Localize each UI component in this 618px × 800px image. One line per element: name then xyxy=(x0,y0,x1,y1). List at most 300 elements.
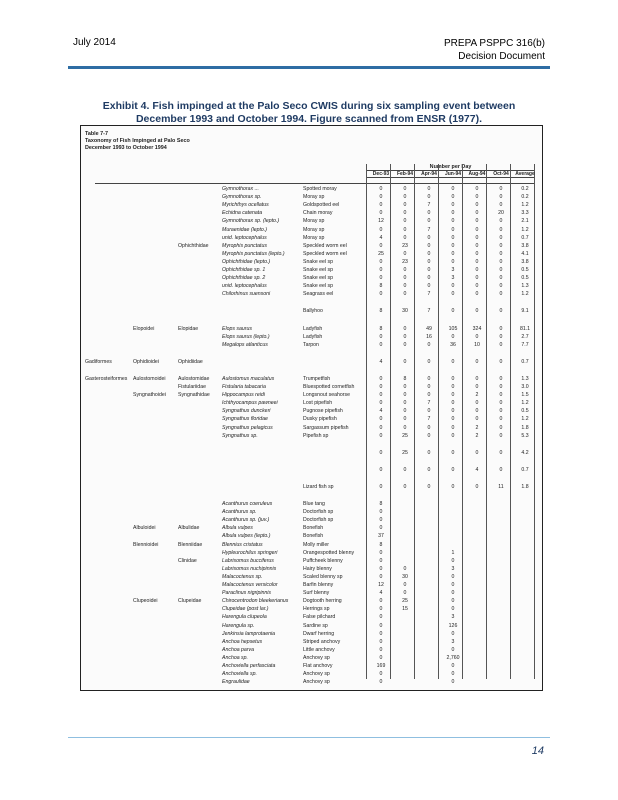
common-name-cell: Dwarf herring xyxy=(303,630,335,637)
table-title-line3: December 1993 to October 1994 xyxy=(85,145,167,151)
value-cell: 0 xyxy=(475,416,479,423)
value-cell: 7 xyxy=(427,400,431,407)
species-cell: Elops saurus (lepto.) xyxy=(222,333,270,340)
value-cell: 30 xyxy=(402,573,408,580)
common-name-cell: Moray sp xyxy=(303,234,325,241)
species-cell: Malacoctenus sp. xyxy=(222,573,263,580)
value-cell: 0 xyxy=(403,325,407,332)
value-cell: 0 xyxy=(379,671,383,678)
species-cell: Myrophis punctatus xyxy=(222,242,267,249)
value-cell: 0 xyxy=(475,408,479,415)
value-cell: 7 xyxy=(427,308,431,315)
suborder-cell: Aulostomoidei xyxy=(133,375,166,382)
value-cell: 0 xyxy=(451,218,455,225)
value-cell: 0 xyxy=(499,384,503,390)
species-cell: Malacoctenus versicolor xyxy=(222,582,278,588)
common-name-cell: Snake eel sp xyxy=(303,275,333,282)
species-cell: Syngnathus dunckeri xyxy=(222,408,271,415)
common-name-cell: Bonefish xyxy=(303,533,324,540)
value-cell: 4 xyxy=(379,234,383,241)
species-cell: unid. leptocephalus xyxy=(222,283,267,290)
table-row xyxy=(81,558,543,565)
value-cell: 16 xyxy=(426,333,432,340)
value-cell: 3.8 xyxy=(521,242,529,249)
common-name-cell: Barfin blenny xyxy=(303,582,334,588)
value-cell: 2 xyxy=(475,424,479,431)
value-cell: 0 xyxy=(451,333,455,340)
value-cell: 0 xyxy=(499,291,503,298)
value-cell: 5.3 xyxy=(521,432,529,439)
value-cell: 4 xyxy=(379,590,383,597)
value-cell: 3 xyxy=(451,565,455,572)
value-cell: 0 xyxy=(379,267,383,273)
value-cell: 0 xyxy=(475,400,479,407)
species-cell: Albula vulpes (lepto.) xyxy=(222,533,271,540)
common-name-cell: Spotted moray xyxy=(303,186,337,192)
value-cell: 4 xyxy=(379,408,383,415)
value-cell: 81.1 xyxy=(519,325,531,332)
value-cell: 0 xyxy=(403,582,407,588)
value-cell: 0 xyxy=(379,646,383,653)
species-cell: Ophichthidae sp. 1 xyxy=(222,267,266,273)
table-row xyxy=(81,550,543,557)
species-cell: Ichthyocampus pawneei xyxy=(222,400,278,407)
value-cell: 0 xyxy=(379,483,383,490)
table-row xyxy=(81,359,543,366)
table-row xyxy=(81,574,543,581)
value-cell: 8 xyxy=(403,375,407,382)
value-cell: 1.8 xyxy=(521,424,529,431)
scanned-table-figure xyxy=(80,125,543,691)
value-cell: 8 xyxy=(379,325,383,332)
species-cell: Syngnathus floridae xyxy=(222,416,268,423)
common-name-cell: Ballyhoo xyxy=(303,308,323,315)
value-cell: 0 xyxy=(499,258,503,265)
value-cell: 0.7 xyxy=(521,466,529,473)
value-cell: 0 xyxy=(379,416,383,423)
species-cell: Acanthurus sp. (juv.) xyxy=(222,517,270,524)
species-cell: Fistularia tabacaria xyxy=(222,384,266,390)
value-cell: 0 xyxy=(379,638,383,645)
value-cell: 0.7 xyxy=(521,358,529,365)
value-cell: 0 xyxy=(451,630,455,637)
table-row xyxy=(81,408,543,415)
species-cell: Gymnothorax sp. (lepto.) xyxy=(222,218,280,225)
value-cell: 1.2 xyxy=(521,400,529,407)
common-name-cell: Snake eel sp xyxy=(303,267,333,273)
table-row xyxy=(81,598,543,605)
value-cell: 0 xyxy=(451,384,455,390)
table-row xyxy=(81,210,543,217)
order-cell: Gadiformes xyxy=(85,358,112,365)
value-cell: 0 xyxy=(427,466,431,473)
species-cell: unid. leptocephalus xyxy=(222,234,267,241)
common-name-cell: Bluespotted cornetfish xyxy=(303,384,355,390)
value-cell: 0 xyxy=(403,283,407,290)
table-row xyxy=(81,614,543,621)
table-row xyxy=(81,400,543,407)
species-cell: Hippocampus reidi xyxy=(222,392,265,399)
value-cell: 0 xyxy=(451,358,455,365)
value-cell: 0 xyxy=(475,218,479,225)
value-cell: 0 xyxy=(379,291,383,298)
species-cell: Chilorhinus suensoni xyxy=(222,291,271,298)
table-row xyxy=(81,590,543,597)
value-cell: 0 xyxy=(403,341,407,348)
table-row xyxy=(81,517,543,524)
value-cell: 0 xyxy=(451,671,455,678)
common-name-cell: Goldspotted eel xyxy=(303,202,340,209)
value-cell: 0 xyxy=(499,408,503,415)
value-cell: 0 xyxy=(475,449,479,456)
family-cell: Clinidae xyxy=(178,557,197,564)
family-cell: Elopidae xyxy=(178,325,199,332)
value-cell: 0 xyxy=(499,234,503,241)
family-cell: Ophichthidae xyxy=(178,242,209,249)
value-cell: 0 xyxy=(403,384,407,390)
value-cell: 12 xyxy=(378,582,384,588)
value-cell: 0.5 xyxy=(521,267,529,273)
value-cell: 0 xyxy=(499,267,503,273)
table-row xyxy=(81,376,543,383)
value-cell: 0 xyxy=(403,424,407,431)
table-row xyxy=(81,566,543,573)
value-cell: 0 xyxy=(451,483,455,490)
species-cell: Anchoa hepsetus xyxy=(222,638,263,645)
table-title xyxy=(85,131,190,152)
table-row xyxy=(81,679,543,686)
value-cell: 7.7 xyxy=(521,341,529,348)
value-cell: 0 xyxy=(379,202,383,209)
value-cell: 0 xyxy=(427,358,431,365)
value-cell: 0 xyxy=(451,646,455,653)
value-cell: 0 xyxy=(379,598,383,605)
value-cell: 25 xyxy=(378,250,384,257)
value-cell: 0 xyxy=(379,392,383,399)
value-cell: 0 xyxy=(475,194,479,201)
common-name-cell: Anchovy sp xyxy=(303,654,330,661)
value-cell: 0 xyxy=(379,375,383,382)
table-row xyxy=(81,433,543,440)
species-cell: Paraclinus nigripinnis xyxy=(222,590,272,597)
common-name-cell: Snake eel sp xyxy=(303,283,333,290)
value-cell: 0 xyxy=(475,291,479,298)
value-cell: 0 xyxy=(403,218,407,225)
common-name-cell: Sardine sp xyxy=(303,622,328,629)
month-header: Dec-93 xyxy=(372,171,390,177)
value-cell: 0 xyxy=(499,449,503,456)
month-header: Jun-94 xyxy=(444,171,462,177)
value-cell: 30 xyxy=(402,308,408,315)
value-cell: 0 xyxy=(427,242,431,249)
common-name-cell: Pipefish sp xyxy=(303,432,329,439)
value-cell: 0 xyxy=(379,275,383,282)
common-name-cell: Striped anchovy xyxy=(303,638,341,645)
species-cell: Aulostomus maculatus xyxy=(222,375,275,382)
family-cell: Blenniidae xyxy=(178,541,203,548)
value-cell: 0 xyxy=(499,400,503,407)
species-cell: Harengula clupeola xyxy=(222,614,267,621)
value-cell: 0 xyxy=(427,375,431,382)
value-cell: 25 xyxy=(402,449,408,456)
exhibit-caption: Exhibit 4. Fish impinged at the Palo Seco CWIS during six sampling event between December 1993 and October 1994. Figure scanned from ENSR (1977). xyxy=(102,100,516,125)
value-cell: 0 xyxy=(499,242,503,249)
value-cell: 1.3 xyxy=(521,283,529,290)
table-row xyxy=(81,218,543,225)
table-row xyxy=(81,392,543,399)
value-cell: 0 xyxy=(403,358,407,365)
value-cell: 0 xyxy=(499,194,503,201)
table-row xyxy=(81,227,543,234)
value-cell: 1.8 xyxy=(521,483,529,490)
value-cell: 0 xyxy=(451,375,455,382)
table-row xyxy=(81,639,543,646)
value-cell: 0 xyxy=(379,549,383,556)
table-row xyxy=(81,202,543,209)
value-cell: 0 xyxy=(499,424,503,431)
value-cell: 0 xyxy=(499,218,503,225)
value-cell: 0 xyxy=(379,242,383,249)
value-cell: 0 xyxy=(499,226,503,233)
value-cell: 0 xyxy=(475,483,479,490)
value-cell: 0 xyxy=(475,234,479,241)
value-cell: 0 xyxy=(379,400,383,407)
value-cell: 1.2 xyxy=(521,291,529,298)
common-name-cell: Herrings sp xyxy=(303,606,330,613)
value-cell: 49 xyxy=(426,325,432,332)
value-cell: 0 xyxy=(475,375,479,382)
table-row xyxy=(81,606,543,613)
value-cell: 0 xyxy=(403,483,407,490)
value-cell: 7 xyxy=(427,202,431,209)
species-cell: Labrisomus nuchipinnis xyxy=(222,565,277,572)
value-cell: 0 xyxy=(379,466,383,473)
footer-rule xyxy=(68,737,550,738)
value-cell: 0 xyxy=(427,234,431,241)
value-cell: 0 xyxy=(451,242,455,249)
value-cell: 0 xyxy=(451,663,455,669)
value-cell: 8 xyxy=(379,501,383,507)
value-cell: 0 xyxy=(451,283,455,290)
value-cell: 4.1 xyxy=(521,250,529,257)
value-cell: 0 xyxy=(451,210,455,217)
table-row xyxy=(81,533,543,540)
value-cell: 0 xyxy=(475,210,479,217)
value-cell: 0 xyxy=(403,226,407,233)
common-name-cell: Dogtooth herring xyxy=(303,598,342,605)
table-row xyxy=(81,542,543,549)
value-cell: 0 xyxy=(403,194,407,201)
table-row xyxy=(81,484,543,491)
value-cell: 0 xyxy=(427,392,431,399)
value-cell: 15 xyxy=(402,606,408,613)
value-cell: 126 xyxy=(448,622,458,629)
value-cell: 3.8 xyxy=(521,258,529,265)
header-doc-line2: Decision Document xyxy=(458,51,545,62)
value-cell: 0 xyxy=(403,590,407,597)
value-cell: 0 xyxy=(379,679,383,686)
table-row xyxy=(81,425,543,432)
species-cell: Anchoa sp. xyxy=(222,654,248,661)
value-cell: 0 xyxy=(379,449,383,456)
value-cell: 3.3 xyxy=(521,210,529,217)
value-cell: 0 xyxy=(499,325,503,332)
species-cell: Syngnathus sp. xyxy=(222,432,258,439)
value-cell: 7 xyxy=(427,226,431,233)
value-cell: 0 xyxy=(403,416,407,423)
value-cell: 0 xyxy=(379,333,383,340)
species-cell: Myrophis punctatus (lepto.) xyxy=(222,250,285,257)
value-cell: 0 xyxy=(379,606,383,613)
value-cell: 0 xyxy=(451,408,455,415)
value-cell: 0 xyxy=(379,384,383,390)
value-cell: 0 xyxy=(379,622,383,629)
value-cell: 0 xyxy=(379,258,383,265)
value-cell: 0 xyxy=(451,416,455,423)
value-cell: 0 xyxy=(451,590,455,597)
value-cell: 7 xyxy=(427,291,431,298)
value-cell: 0 xyxy=(403,400,407,407)
table-row xyxy=(81,384,543,391)
species-cell: Syngnathus pelagicus xyxy=(222,424,273,431)
value-cell: 0 xyxy=(451,598,455,605)
species-cell: Anchoviella sp. xyxy=(222,671,257,678)
family-cell: Albulidae xyxy=(178,525,200,532)
species-cell: Megalops atlanticus xyxy=(222,341,268,348)
table-title-line2: Taxonomy of Fish Impinged at Palo Seco xyxy=(85,138,190,144)
value-cell: 0 xyxy=(475,283,479,290)
common-name-cell: Moray sp xyxy=(303,194,325,201)
common-name-cell: Pugnose pipefish xyxy=(303,408,343,415)
common-name-cell: Sargassum pipefish xyxy=(303,424,349,431)
table-row xyxy=(81,186,543,193)
value-cell: 2 xyxy=(475,392,479,399)
value-cell: 0 xyxy=(403,202,407,209)
value-cell: 0 xyxy=(451,466,455,473)
table-row xyxy=(81,251,543,258)
value-cell: 0 xyxy=(451,392,455,399)
value-cell: 0 xyxy=(403,408,407,415)
value-cell: 0 xyxy=(475,250,479,257)
common-name-cell: Dusky pipefish xyxy=(303,416,337,423)
value-cell: 3.0 xyxy=(521,384,529,390)
value-cell: 0 xyxy=(427,483,431,490)
common-name-cell: Moray sp xyxy=(303,226,325,233)
value-cell: 0 xyxy=(427,408,431,415)
value-cell: 12 xyxy=(378,218,384,225)
species-cell: Acanthurus sp. xyxy=(222,509,257,516)
value-cell: 0 xyxy=(379,573,383,580)
table-row xyxy=(81,631,543,638)
common-name-cell: Flat anchovy xyxy=(303,663,333,669)
value-cell: 0 xyxy=(451,432,455,439)
table-row xyxy=(81,450,543,457)
value-cell: 23 xyxy=(402,258,408,265)
table-row xyxy=(81,308,543,315)
value-cell: 0 xyxy=(451,308,455,315)
value-cell: 0 xyxy=(475,186,479,192)
value-cell: 0.2 xyxy=(521,194,529,201)
value-cell: 0 xyxy=(427,210,431,217)
header-rule xyxy=(68,66,550,69)
common-name-cell: Ladyfish xyxy=(303,325,323,332)
value-cell: 0 xyxy=(403,333,407,340)
value-cell: 0 xyxy=(499,250,503,257)
value-cell: 0 xyxy=(499,275,503,282)
value-cell: 0 xyxy=(403,275,407,282)
table-row xyxy=(81,235,543,242)
value-cell: 324 xyxy=(472,325,482,332)
table-row xyxy=(81,501,543,508)
table-row xyxy=(81,259,543,266)
month-header: Oct-94 xyxy=(493,171,509,177)
value-cell: 0 xyxy=(475,384,479,390)
value-cell: 0 xyxy=(451,186,455,192)
value-cell: 0 xyxy=(379,210,383,217)
common-name-cell: Orangespotted blenny xyxy=(303,549,355,556)
value-cell: 36 xyxy=(450,341,456,348)
value-cell: 0 xyxy=(499,358,503,365)
value-cell: 0 xyxy=(451,250,455,257)
value-cell: 0 xyxy=(427,341,431,348)
value-cell: 0 xyxy=(499,432,503,439)
value-cell: 3 xyxy=(451,614,455,621)
value-cell: 0 xyxy=(475,267,479,273)
species-cell: Myrichthys ocellatus xyxy=(222,202,269,209)
table-row xyxy=(81,326,543,333)
order-cell: Gasterosteiformes xyxy=(85,375,128,382)
family-cell: Clupeidae xyxy=(178,598,202,605)
value-cell: 0 xyxy=(427,267,431,273)
table-row xyxy=(81,283,543,290)
common-name-cell: Anchovy sp xyxy=(303,671,330,678)
value-cell: 0 xyxy=(499,416,503,423)
value-cell: 0 xyxy=(475,308,479,315)
value-cell: 0 xyxy=(379,226,383,233)
suborder-cell: Ophidioidei xyxy=(133,358,159,365)
value-cell: 0 xyxy=(403,234,407,241)
value-cell: 23 xyxy=(402,242,408,249)
value-cell: 3 xyxy=(451,275,455,282)
value-cell: 0.2 xyxy=(521,186,529,192)
table-row xyxy=(81,291,543,298)
table-row xyxy=(81,467,543,474)
table-row xyxy=(81,342,543,349)
table-row xyxy=(81,334,543,341)
value-cell: 0 xyxy=(451,557,455,564)
common-name-cell: Lizard fish sp xyxy=(303,483,334,490)
suborder-cell: Syngnathoidei xyxy=(133,392,166,399)
value-cell: 0 xyxy=(403,291,407,298)
header-date: July 2014 xyxy=(73,37,116,48)
value-cell: 20 xyxy=(498,210,504,217)
value-cell: 0 xyxy=(427,250,431,257)
family-cell: Fistulariidae xyxy=(178,384,206,390)
species-cell: Clupeidae (post lar.) xyxy=(222,606,269,613)
common-name-cell: Speckled worm eel xyxy=(303,242,347,249)
value-cell: 0 xyxy=(379,525,383,532)
value-cell: 0 xyxy=(451,449,455,456)
common-name-cell: Scaled blenny sp xyxy=(303,573,343,580)
value-cell: 169 xyxy=(376,663,386,669)
common-name-cell: Longsnout seahorse xyxy=(303,392,351,399)
family-cell: Aulostomidae xyxy=(178,375,210,382)
common-name-cell: Molly miller xyxy=(303,541,329,548)
value-cell: 0 xyxy=(499,333,503,340)
suborder-cell: Blennioidei xyxy=(133,541,159,548)
value-cell: 2,760 xyxy=(446,654,460,661)
value-cell: 0 xyxy=(427,186,431,192)
